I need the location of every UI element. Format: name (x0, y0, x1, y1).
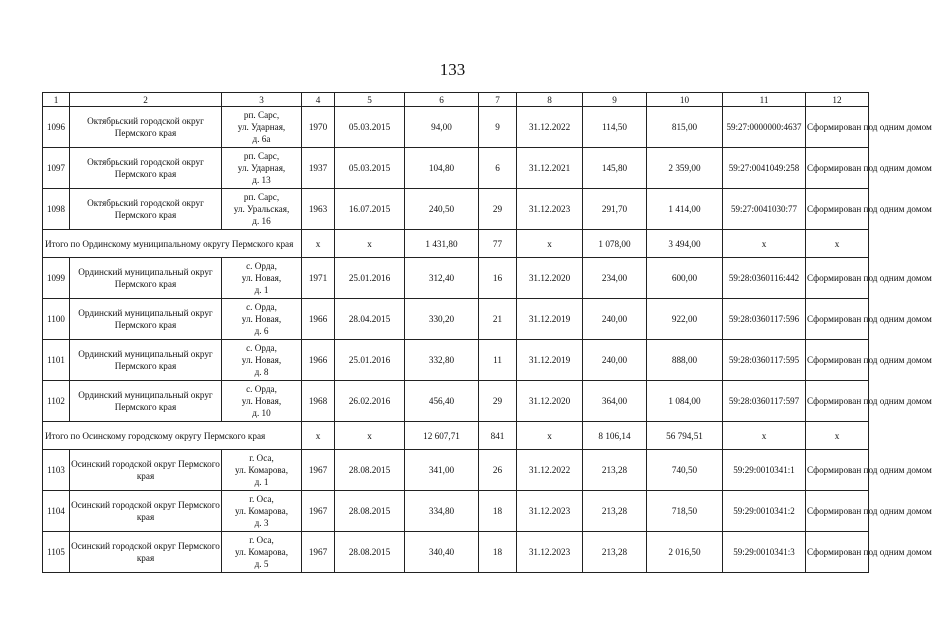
cell-address (222, 532, 302, 573)
cell-municipality: Осинский городской округ Пермского края (70, 491, 222, 532)
cell-date: 28.04.2015 (335, 299, 405, 340)
cell-residents: 9 (479, 107, 517, 148)
cell-deadline: x (517, 422, 583, 450)
cell-land-area: 240,00 (583, 299, 647, 340)
cell-cadastral: 59:28:0360117:596 (723, 299, 806, 340)
cell-value: 600,00 (647, 258, 723, 299)
address-line: ул. Комарова, (234, 506, 289, 516)
cell-residents: 29 (479, 381, 517, 422)
cell-residents: 16 (479, 258, 517, 299)
cell-date: x (335, 230, 405, 258)
cell-year: 1967 (302, 450, 335, 491)
cell-municipality: Ординский муниципальный округ Пермского края (70, 381, 222, 422)
column-header: 12 (806, 93, 869, 107)
cell-cadastral: 59:27:0041030:77 (723, 189, 806, 230)
cell-residents: 18 (479, 532, 517, 573)
cell-address (222, 148, 302, 189)
cell-residents: 29 (479, 189, 517, 230)
table-row (43, 381, 869, 422)
cell-status: Сформирован под одним домом (806, 107, 869, 148)
cell-year: 1966 (302, 299, 335, 340)
cell-address (222, 491, 302, 532)
address-line: д. 3 (254, 518, 269, 528)
cell-land-area: 364,00 (583, 381, 647, 422)
address-line: г. Оса, (249, 535, 274, 545)
cell-land-area: 1 078,00 (583, 230, 647, 258)
cell-deadline: x (517, 230, 583, 258)
column-header: 4 (302, 93, 335, 107)
cell-address (222, 340, 302, 381)
cell-address (222, 189, 302, 230)
column-header: 8 (517, 93, 583, 107)
address-line: ул. Уральская, (233, 204, 290, 214)
cell-residents: 18 (479, 491, 517, 532)
column-header: 6 (405, 93, 479, 107)
cell-municipality: Октябрьский городской округ Пермского края (70, 189, 222, 230)
cell-address (222, 381, 302, 422)
cell-value: 56 794,51 (647, 422, 723, 450)
address-line: рп. Сарс, (243, 192, 280, 202)
cell-cadastral: 59:29:0010341:3 (723, 532, 806, 573)
cell-residents: 11 (479, 340, 517, 381)
total-row (43, 422, 869, 450)
cell-value: 922,00 (647, 299, 723, 340)
cell-municipality: Ординский муниципальный округ Пермского края (70, 340, 222, 381)
cell-year: x (302, 230, 335, 258)
cell-deadline: 31.12.2023 (517, 189, 583, 230)
cell-area: 332,80 (405, 340, 479, 381)
column-header: 5 (335, 93, 405, 107)
cell-cadastral: 59:28:0360117:597 (723, 381, 806, 422)
table-row (43, 340, 869, 381)
cell-status: Сформирован под одним домом (806, 189, 869, 230)
address-line: ул. Комарова, (234, 547, 289, 557)
cell-status: x (806, 422, 869, 450)
address-line: рп. Сарс, (243, 110, 280, 120)
cell-area: 341,00 (405, 450, 479, 491)
cell-residents: 77 (479, 230, 517, 258)
cell-date: 26.02.2016 (335, 381, 405, 422)
cell-date: 28.08.2015 (335, 532, 405, 573)
cell-land-area: 8 106,14 (583, 422, 647, 450)
address-line: ул. Новая, (241, 396, 282, 406)
cell-area: 94,00 (405, 107, 479, 148)
header-row (43, 93, 869, 107)
cell-cadastral: 59:28:0360117:595 (723, 340, 806, 381)
cell-date: 05.03.2015 (335, 148, 405, 189)
cell-deadline: 31.12.2022 (517, 450, 583, 491)
table-row (43, 532, 869, 573)
address-line: д. 6а (252, 134, 271, 144)
address-line: д. 5 (254, 559, 269, 569)
cell-deadline: 31.12.2023 (517, 532, 583, 573)
column-header: 7 (479, 93, 517, 107)
cell-deadline: 31.12.2020 (517, 258, 583, 299)
cell-year: 1966 (302, 340, 335, 381)
cell-year: 1967 (302, 532, 335, 573)
cell-cadastral: 59:27:0000000:4637 (723, 107, 806, 148)
cell-area: 334,80 (405, 491, 479, 532)
page-number: 133 (439, 60, 466, 79)
cell-municipality: Ординский муниципальный округ Пермского края (70, 258, 222, 299)
address-line: с. Орда, (246, 384, 277, 394)
address-line: д. 13 (252, 175, 271, 185)
cell-status: Сформирован под одним домом (806, 381, 869, 422)
cell-date: 16.07.2015 (335, 189, 405, 230)
cell-status: Сформирован под одним домом (806, 258, 869, 299)
cell-land-area: 240,00 (583, 340, 647, 381)
cell-deadline: 31.12.2023 (517, 491, 583, 532)
cell-value: 1 414,00 (647, 189, 723, 230)
cell-year: x (302, 422, 335, 450)
cell-number: 1104 (43, 491, 70, 532)
cell-value: 2 016,50 (647, 532, 723, 573)
cell-land-area: 213,28 (583, 450, 647, 491)
address-line: д. 1 (254, 477, 269, 487)
address-line: ул. Комарова, (234, 465, 289, 475)
table-row (43, 258, 869, 299)
cell-municipality: Октябрьский городской округ Пермского края (70, 148, 222, 189)
cell-number: 1102 (43, 381, 70, 422)
cell-area: 456,40 (405, 381, 479, 422)
cell-status: Сформирован под одним домом (806, 532, 869, 573)
address-line: ул. Ударная, (237, 122, 286, 132)
address-line: рп. Сарс, (243, 151, 280, 161)
cell-cadastral: x (723, 422, 806, 450)
column-header: 10 (647, 93, 723, 107)
cell-date: 28.08.2015 (335, 450, 405, 491)
cell-date: 05.03.2015 (335, 107, 405, 148)
cell-residents: 841 (479, 422, 517, 450)
address-line: ул. Новая, (241, 314, 282, 324)
address-line: д. 8 (254, 367, 269, 377)
cell-municipality: Октябрьский городской округ Пермского края (70, 107, 222, 148)
address-line: с. Орда, (246, 261, 277, 271)
cell-area: 330,20 (405, 299, 479, 340)
column-header: 2 (70, 93, 222, 107)
table-row (43, 299, 869, 340)
cell-value: 1 084,00 (647, 381, 723, 422)
cell-land-area: 114,50 (583, 107, 647, 148)
cell-year: 1963 (302, 189, 335, 230)
cell-status: x (806, 230, 869, 258)
cell-status: Сформирован под одним домом (806, 340, 869, 381)
table-row (43, 189, 869, 230)
column-header: 9 (583, 93, 647, 107)
cell-cadastral: 59:29:0010341:1 (723, 450, 806, 491)
cell-deadline: 31.12.2019 (517, 299, 583, 340)
cell-number: 1101 (43, 340, 70, 381)
cell-residents: 26 (479, 450, 517, 491)
address-line: г. Оса, (249, 453, 274, 463)
cell-area: 104,80 (405, 148, 479, 189)
cell-deadline: 31.12.2019 (517, 340, 583, 381)
cell-cadastral: 59:27:0041049:258 (723, 148, 806, 189)
cell-address (222, 258, 302, 299)
cell-value: 3 494,00 (647, 230, 723, 258)
cell-cadastral: 59:28:0360116:442 (723, 258, 806, 299)
total-label: Итого по Ординскому муниципальному округу Пермского края (43, 230, 302, 258)
cell-value: 815,00 (647, 107, 723, 148)
cell-status: Сформирован под одним домом (806, 148, 869, 189)
cell-number: 1099 (43, 258, 70, 299)
cell-deadline: 31.12.2021 (517, 148, 583, 189)
table-row (43, 491, 869, 532)
cell-status: Сформирован под одним домом (806, 299, 869, 340)
cell-cadastral: x (723, 230, 806, 258)
address-line: ул. Новая, (241, 355, 282, 365)
column-header: 1 (43, 93, 70, 107)
cell-municipality: Осинский городской округ Пермского края (70, 532, 222, 573)
cell-land-area: 291,70 (583, 189, 647, 230)
cell-land-area: 145,80 (583, 148, 647, 189)
cell-number: 1097 (43, 148, 70, 189)
cell-address (222, 299, 302, 340)
cell-area: 240,50 (405, 189, 479, 230)
cell-deadline: 31.12.2022 (517, 107, 583, 148)
column-header: 11 (723, 93, 806, 107)
cell-land-area: 234,00 (583, 258, 647, 299)
cell-value: 888,00 (647, 340, 723, 381)
address-line: с. Орда, (246, 302, 277, 312)
cell-land-area: 213,28 (583, 532, 647, 573)
address-line: ул. Ударная, (237, 163, 286, 173)
cell-status: Сформирован под одним домом (806, 491, 869, 532)
table-row (43, 148, 869, 189)
cell-number: 1105 (43, 532, 70, 573)
cell-number: 1103 (43, 450, 70, 491)
address-line: д. 1 (254, 285, 269, 295)
cell-value: 718,50 (647, 491, 723, 532)
table-row (43, 450, 869, 491)
address-line: д. 10 (252, 408, 271, 418)
cell-year: 1970 (302, 107, 335, 148)
cell-municipality: Осинский городской округ Пермского края (70, 450, 222, 491)
cell-area: 1 431,80 (405, 230, 479, 258)
address-line: г. Оса, (249, 494, 274, 504)
cell-date: 28.08.2015 (335, 491, 405, 532)
cell-address (222, 107, 302, 148)
cell-status: Сформирован под одним домом (806, 450, 869, 491)
cell-residents: 21 (479, 299, 517, 340)
cell-value: 740,50 (647, 450, 723, 491)
address-line: ул. Новая, (241, 273, 282, 283)
total-label: Итого по Осинскому городскому округу Пермского края (43, 422, 302, 450)
cell-date: 25.01.2016 (335, 340, 405, 381)
cell-area: 312,40 (405, 258, 479, 299)
cell-municipality: Ординский муниципальный округ Пермского края (70, 299, 222, 340)
cell-area: 340,40 (405, 532, 479, 573)
address-line: д. 6 (254, 326, 269, 336)
table-row (43, 107, 869, 148)
cell-year: 1971 (302, 258, 335, 299)
total-row (43, 230, 869, 258)
cell-number: 1100 (43, 299, 70, 340)
cell-address (222, 450, 302, 491)
cell-date: 25.01.2016 (335, 258, 405, 299)
column-header: 3 (222, 93, 302, 107)
cell-year: 1967 (302, 491, 335, 532)
cell-area: 12 607,71 (405, 422, 479, 450)
cell-year: 1968 (302, 381, 335, 422)
cell-number: 1098 (43, 189, 70, 230)
cell-cadastral: 59:29:0010341:2 (723, 491, 806, 532)
table-body (43, 93, 932, 573)
housing-table (42, 92, 932, 573)
cell-number: 1096 (43, 107, 70, 148)
address-line: с. Орда, (246, 343, 277, 353)
cell-land-area: 213,28 (583, 491, 647, 532)
cell-year: 1937 (302, 148, 335, 189)
cell-value: 2 359,00 (647, 148, 723, 189)
cell-residents: 6 (479, 148, 517, 189)
cell-deadline: 31.12.2020 (517, 381, 583, 422)
cell-date: x (335, 422, 405, 450)
address-line: д. 16 (252, 216, 271, 226)
